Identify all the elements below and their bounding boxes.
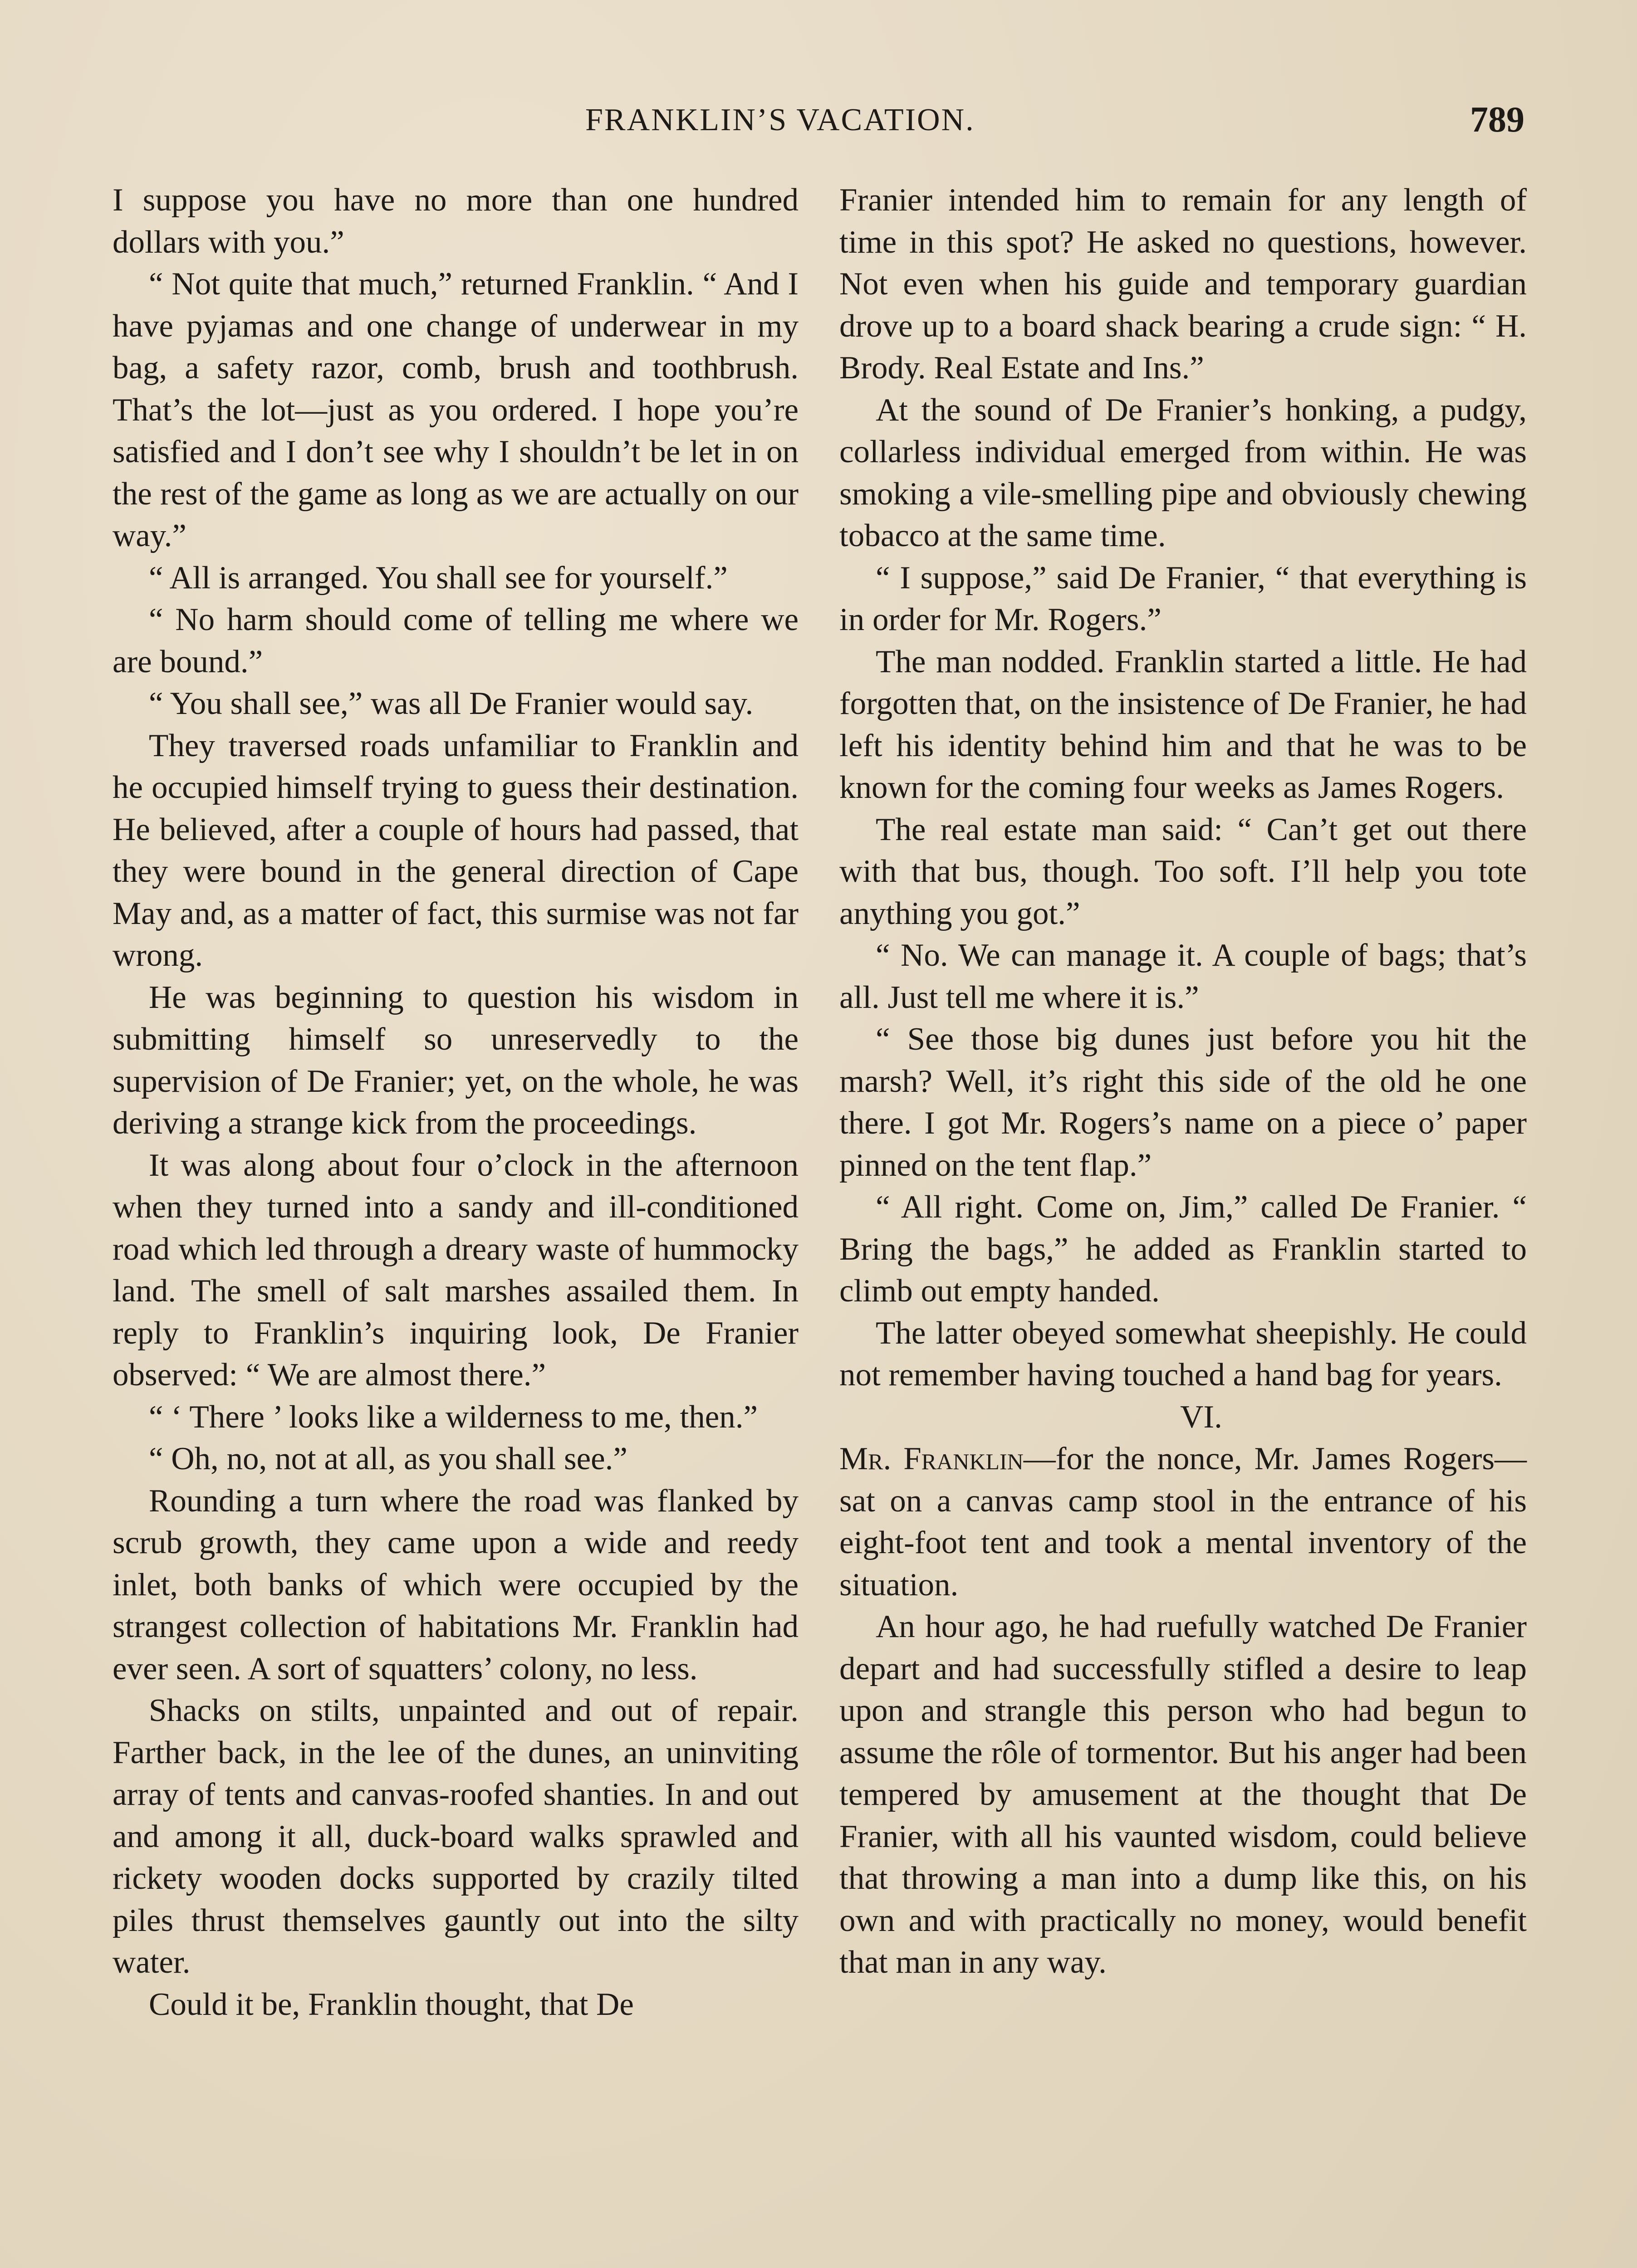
paragraph: “ You shall see,” was all De Franier would say. (149, 686, 754, 721)
paragraph: An hour ago, he had ruefully watched De Franier depart and had successfully stifled a desire to leap upon and strangle this person who had begun to assume the rôle of tormentor. But his anger had been tempered by amusement at the thought that De Franier, with all his vaunted wisdom, could believe that throwing a man into a dump like this, on his own and with practically no money, would benefit that man in any way. (839, 1609, 1527, 1980)
paragraph: At the sound of De Franier’s honking, a pudgy, collarless individual emerged from within. He was smoking a vile-smelling pipe and obviously chewing tobacco at the same time. (839, 392, 1527, 553)
paragraph: Could it be, Franklin thought, that De (149, 1986, 634, 2022)
paragraph: “ All is arranged. You shall see for yourself.” (149, 560, 728, 596)
paragraph: Franier intended him to remain for any length of time in this spot? He asked no questions, however. Not even when his guide and temporary guardian drove up to a board shack bearing a crude sign: “ H. Brody. Real Estate and Ins.” (839, 182, 1527, 386)
paragraph: He was beginning to question his wisdom in submitting himself so unreservedly to the supervision of De Franier; yet, on the whole, he was deriving a strange kick from the proceedings. (113, 979, 799, 1141)
paragraph: “ ‘ There ’ looks like a wilderness to me, then.” (149, 1399, 758, 1435)
page-header (585, 102, 1538, 152)
section-heading: VI. (1180, 1399, 1222, 1435)
lead-rest: —for the nonce, Mr. James Rogers—sat on a canvas camp stool in the entrance of his eight-foot tent and took a mental inventory of the situation. (839, 1441, 1527, 1603)
lead-small-caps: Mr. Franklin (839, 1441, 1024, 1476)
paragraph: “ No harm should come of telling me where we are bound.” (113, 602, 799, 679)
paragraph: It was along about four o’clock in the afternoon when they turned into a sandy and ill-conditioned road which led through a dreary waste of hummocky land. The smell of salt marshes assailed them. In reply to Franklin’s inquiring look, De Franier observed: “ We are almost there.” (113, 1147, 799, 1393)
paragraph: Shacks on stilts, unpainted and out of repair. Farther back, in the lee of the dunes, an uninviting array of tents and canvas-roofed shanties. In and out and among it all, duck-board walks sprawled and rickety wooden docks supported by crazily tilted piles thrust themselves gauntly out into the silty water. (113, 1693, 799, 1980)
paragraph: Rounding a turn where the road was flanked by scrub growth, they came upon a wide and reedy inlet, both banks of which were occupied by the strangest collection of habitations Mr. Franklin had ever seen. A sort of squatters’ colony, no less. (113, 1483, 799, 1686)
paragraph: “ All right. Come on, Jim,” called De Franier. “ Bring the bags,” he added as Franklin started to climb out empty handed. (839, 1189, 1527, 1309)
paragraph: “ I suppose,” said De Franier, “ that everything is in order for Mr. Rogers.” (839, 560, 1527, 637)
paragraph: I suppose you have no more than one hundred dollars with you.” (113, 182, 799, 260)
section-lead-paragraph (839, 1438, 1527, 1606)
paragraph: “ Not quite that much,” returned Franklin. “ And I have pyjamas and one change of underwear in my bag, a safety razor, comb, brush and toothbrush. That’s the lot—just as you ordered. I hope you’re satisfied and I don’t see why I shouldn’t be let in on the rest of the game as long as we are actually on our way.” (113, 266, 799, 553)
paragraph: They traversed roads unfamiliar to Franklin and he occupied himself trying to guess their destination. He believed, after a couple of hours had passed, that they were bound in the general direction of Cape May and, as a matter of fact, this surmise was not far wrong. (113, 728, 799, 973)
paragraph: “ See those big dunes just before you hit the marsh? Well, it’s right this side of the old he one there. I got Mr. Rogers’s name on a piece o’ paper pinned on the tent flap.” (839, 1022, 1527, 1183)
paragraph: “ No. We can manage it. A couple of bags; that’s all. Just tell me where it is.” (839, 938, 1527, 1015)
paragraph: “ Oh, no, not at all, as you shall see.” (149, 1441, 627, 1476)
paragraph: The real estate man said: “ Can’t get out there with that bus, though. Too soft. I’ll help you tote anything you got.” (839, 811, 1527, 931)
right-column (839, 179, 1527, 1984)
paragraph: The man nodded. Franklin started a little. He had forgotten that, on the insistence of De Franier, he had left his identity behind him and that he was to be known for the coming four weeks as James Rogers. (839, 644, 1527, 805)
left-column (113, 179, 799, 2025)
paragraph: The latter obeyed somewhat sheepishly. He could not remember having touched a hand bag for years. (839, 1315, 1527, 1393)
page-number: 789 (1470, 100, 1524, 140)
running-title: FRANKLIN’S VACATION. (585, 103, 975, 137)
